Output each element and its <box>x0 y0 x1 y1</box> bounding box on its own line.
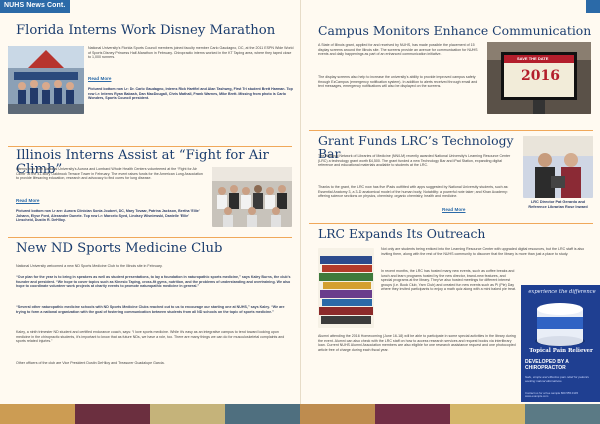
outreach-p3: Alumni attending the 2016 Homecoming (June 16-18) will be able to participate in some special activities in the library during the event. Alumni can also check with the LRC staff on how to access research services and request books via interlibrary loan. Current NUHS Alumni Association members are also eligible for one research assistance request and one photocopied article free of charge during each fiscal year. <box>318 334 516 352</box>
disney-title: Florida Interns Work Disney Marathon <box>16 23 276 38</box>
campus-p2: The display screens also help to increase the university's ability to provide improved campus safety through EzCampus (emergency notification system). In addition to alerts received through email and text messages, emergency notifications will also be displayed on the screens. <box>318 75 478 89</box>
sports-p5: Other officers of the club are Vice President Dustin DeHiloy and Treasurer Guadalupe Garcia. <box>16 361 165 365</box>
ad-contact: Contact us for a free sample 800.555.0145 www.example.com <box>525 391 579 399</box>
product-jar-icon <box>531 297 589 347</box>
climb-read-more-link[interactable]: Read More <box>16 198 40 203</box>
ad-description: Safe, simple and effective pain relief for patients seeking natural alternatives. <box>525 375 589 383</box>
ad-headline: experience the difference <box>528 289 596 295</box>
grant-p2: Thanks to the grant, the LRC now has five iPads outfitted with apps suggested by National University students, such as: Essential Anatomy 3, a 3-D anatomical model of the human body; Notability: a powerful note taker; and Khan Academy: offering science sections on physics, chemistry, organic chemistry, health and medicine. <box>318 185 509 199</box>
climb-body: Interns from both National University's Aurora and Lombard Whole Health Centers volunteered at the “Fight for Air Climb” at the 41-story Oakbrook Terrace Tower in February. The event raises funds for the American Lung Association to provide lifesaving education, research and advocacy to find cures for lung disease. <box>16 167 203 181</box>
monitor-screen-heading: SAVE THE DATE <box>517 56 549 61</box>
section-tab: NUHS News Cont. <box>0 0 70 13</box>
campus-title: Campus Monitors Enhance Communication <box>318 23 592 38</box>
disney-read-more-link[interactable]: Read More <box>88 76 112 81</box>
disney-caption: Pictured bottom row l-r: Dr. Carlo Gaudagno, Interns Rick Hartfiel and Alan Tashweg, First Tri student Brett Harman. Top row l-r: Interns Ryan Babash, Dan MacDougall, Chris Mathall, Frank Warnes, Mike Brett. Missing from photo is Carlo Wonders, Sports Council president. <box>88 87 293 101</box>
outreach-p2: In recent months, the LRC has hosted many new events, such as coffee breaks and lunch and learn programs hosted by the new director, brand-new features, and special programs at the library. They've also hosted meetings for different interest groups (i.e. Book Club, Yarn Club) and created fun new events such as Pi (Pie) Day where they invited participants to enjoy a math quiz along with a mini baked pie treat. <box>381 269 517 292</box>
climb-photo <box>212 167 292 227</box>
climb-caption: Pictured bottom row l-r are: Aurora Clinician Sonia Joubert, DC, Mary Tovaar, Patrina Jackson, Bertha 'Ellie' Johann, Elyse Ford, Alexander Dunete. Top row l-r: Marcelo Syed, Lindsey Wisniewski, Danielle 'Ellie' Linscheid, Dustin R. DeHIloy. <box>16 209 200 223</box>
grant-caption: LRC Director Pat Gerardo and Reference Librarian Rose Inward <box>528 200 588 209</box>
sports-p4: Kaley, a ninth trimester ND student and certified endurance coach, says: “I love sports medicine. While it's easy as an integrative campus to tend toward looking upon medicine in the chiropractic students, it's important to know that as future NDs, we have a role, too. There are many things we can do for musculoskeletal complaints and sports related injuries.” <box>16 330 285 344</box>
ad-product-name: Topical Pain Reliever <box>529 348 593 354</box>
grant-p1: The National Network of Libraries of Medicine (NN/LM) recently awarded National University's Learning Resource Center (LRC) a technology grant worth $4,500. The grant funded a new Technology Bar and iPad Station, expanding digital reference and educational materials available to students at the LRC. <box>318 154 511 168</box>
sports-title: New ND Sports Medicine Club <box>16 241 223 256</box>
disney-photo <box>8 46 84 114</box>
books-photo <box>318 248 374 328</box>
sports-p2: “Our plan for the year is to bring in speakers as well as student presentations, to lay a foundation in naturopathic sports medicine,” says Kaley Burns, the club's founder and president. “We hope to cover topics such as Kinesio Taping, cross-fit gyms, nutrition, and the problems of understanding and overtraining. We also hope to coordinate volunteer work projects at charity events to promote naturopathic medicine in general.” <box>16 275 291 289</box>
advertisement[interactable] <box>521 285 600 402</box>
grant-photo <box>523 136 593 198</box>
monitor-screen-year: 2016 <box>521 68 560 84</box>
sports-p1: National University welcomed a new ND Sports Medicine Club to the Illinois site in February. <box>16 264 163 268</box>
climb-title: Illinois Interns Assist at “Fight for Air Climb” <box>16 148 269 177</box>
divider <box>8 146 292 147</box>
grant-title: Grant Funds LRC’s Technology Bar <box>318 133 514 162</box>
campus-monitor-photo <box>487 42 591 114</box>
sports-p3: “Several other naturopathic medicine schools with ND Sports Medicine Clubs reached out to us to encourage our starting one at NUHS,” says Kaley. “We are trying to form a national organization with the goal of fostering communication between students from all ND schools on the topic of sports medicine.” <box>16 305 285 314</box>
divider <box>309 223 593 224</box>
footer-band <box>0 404 600 424</box>
section-tab-right <box>586 0 600 13</box>
divider <box>309 130 593 131</box>
outreach-p1: Not only are students being enticed into the Learning Resource Center with upgraded digital resources, but the LRC staff is also inviting them, along with the rest of the NUHS community to discover that the library is more than just a place to study. <box>381 247 585 256</box>
ad-developed-by: DEVELOPED BY A CHIROPRACTOR <box>525 359 569 371</box>
grant-read-more-link[interactable]: Read More <box>442 207 466 212</box>
campus-p1: A State of Illinois grant, applied for and received by NUHS, has made possible the placement of 15 display screens around the Illinois site. The screens provide an avenue for communication for NUHS events and daily happenings as part of an enhanced communication initiative. <box>318 43 478 57</box>
divider <box>8 237 292 238</box>
outreach-title: LRC Expands Its Outreach <box>318 226 486 241</box>
disney-body: National University's Florida Sports Council members joined faculty member Carlo Gaudagno, DC, at the 2011 ESPN Wide World of Sports Disney Princess Half-Marathon in February. Chiropractic interns worked in the KT Taping area, where they taped close to 1,000 runners. <box>88 46 294 60</box>
